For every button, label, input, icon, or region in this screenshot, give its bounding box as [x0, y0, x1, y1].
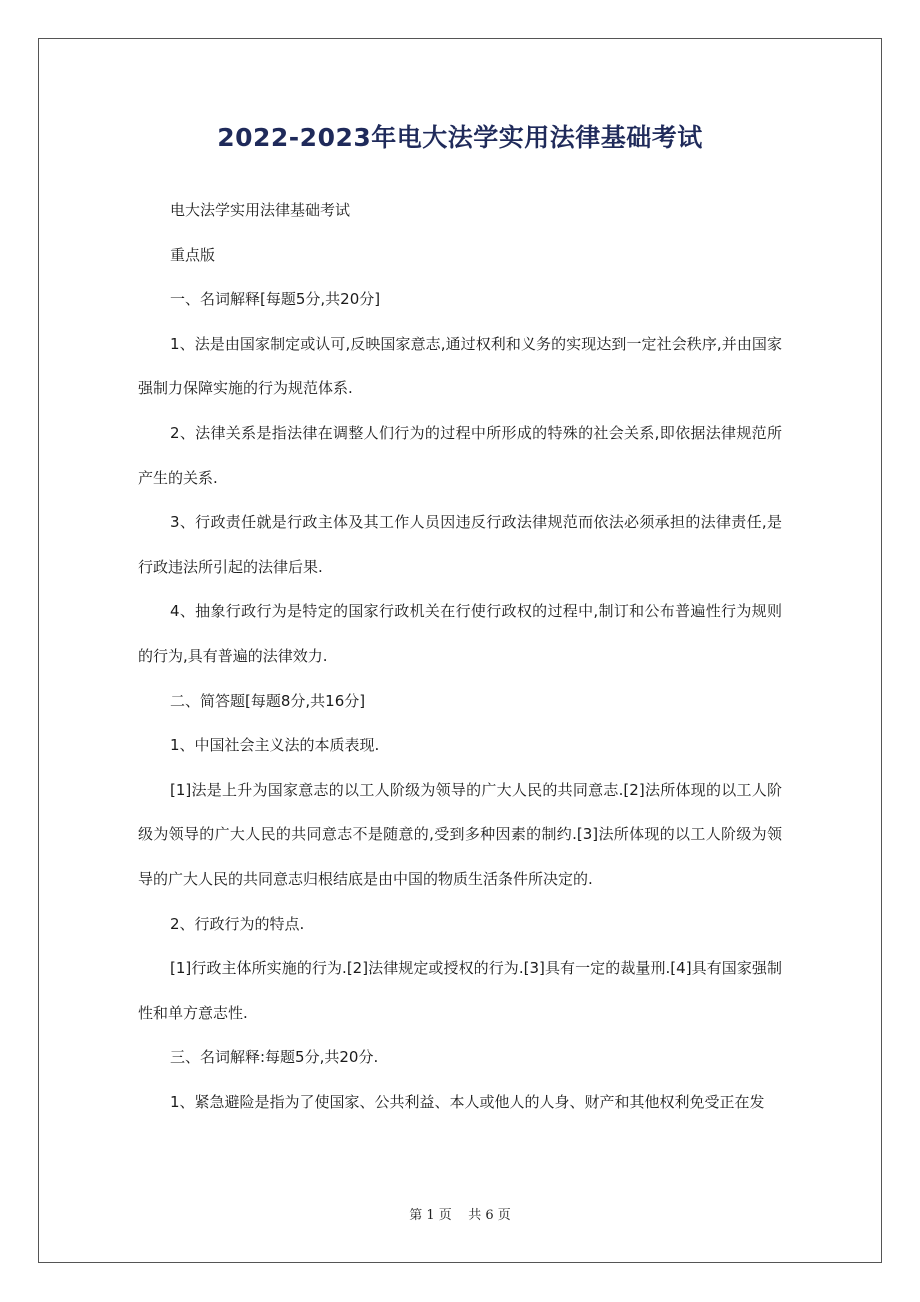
document-body [138, 188, 782, 1124]
paragraph-term-legal-relation: 2、法律关系是指法律在调整人们行为的过程中所形成的特殊的社会关系,即依据法律规范所产生的关系. [138, 423, 782, 487]
page-total: 共 6 页 [468, 1208, 511, 1223]
paragraph-subtitle: 电大法学实用法律基础考试 [170, 201, 351, 219]
question-socialist-law-essence: 1、中国社会主义法的本质表现. [170, 736, 380, 755]
page-number: 第 1 页 [409, 1208, 452, 1223]
paragraph-term-emergency-avoidance: 1、紧急避险是指为了使国家、公共利益、本人或他人的人身、财产和其他权利免受正在发 [170, 1092, 765, 1111]
section-heading-short-answer: 二、简答题[每题8分,共16分] [170, 691, 366, 710]
paragraph-term-abstract-administrative-act: 4、抽象行政行为是特定的国家行政机关在行使行政权的过程中,制订和公布普遍性行为规则的行为,具有普遍的法律效力. [138, 602, 782, 665]
answer-socialist-law-essence: [1]法是上升为国家意志的以工人阶级为领导的广大人民的共同意志.[2]法所体现的以工人阶级为领导的广大人民的共同意志不是随意的,受到多种因素的制约.[3]法所体现的以工人阶级为领导的广大人民的共同意志归根结底是由中国的物质生活条件所决定的. [138, 780, 782, 888]
section-heading-terms: 一、名词解释[每题5分,共20分] [170, 290, 381, 309]
section-heading-terms-2: 三、名词解释:每题5分,共20分. [170, 1048, 379, 1067]
answer-administrative-act-features: [1]行政主体所实施的行为.[2]法律规定或授权的行为.[3]具有一定的裁量刑.[4]具有国家强制性和单方意志性. [138, 959, 782, 1022]
question-administrative-act-features: 2、行政行为的特点. [170, 914, 305, 933]
page-footer [0, 1206, 920, 1226]
paragraph-term-administrative-liability: 3、行政责任就是行政主体及其工作人员因违反行政法律规范而依法必须承担的法律责任,是行政违法所引起的法律后果. [138, 513, 782, 576]
document-title: 2022-2023年电大法学实用法律基础考试 [217, 123, 703, 152]
paragraph-term-law: 1、法是由国家制定或认可,反映国家意志,通过权利和义务的实现达到一定社会秩序,并由国家强制力保障实施的行为规范体系. [138, 334, 782, 398]
paragraph-edition: 重点版 [170, 245, 216, 264]
